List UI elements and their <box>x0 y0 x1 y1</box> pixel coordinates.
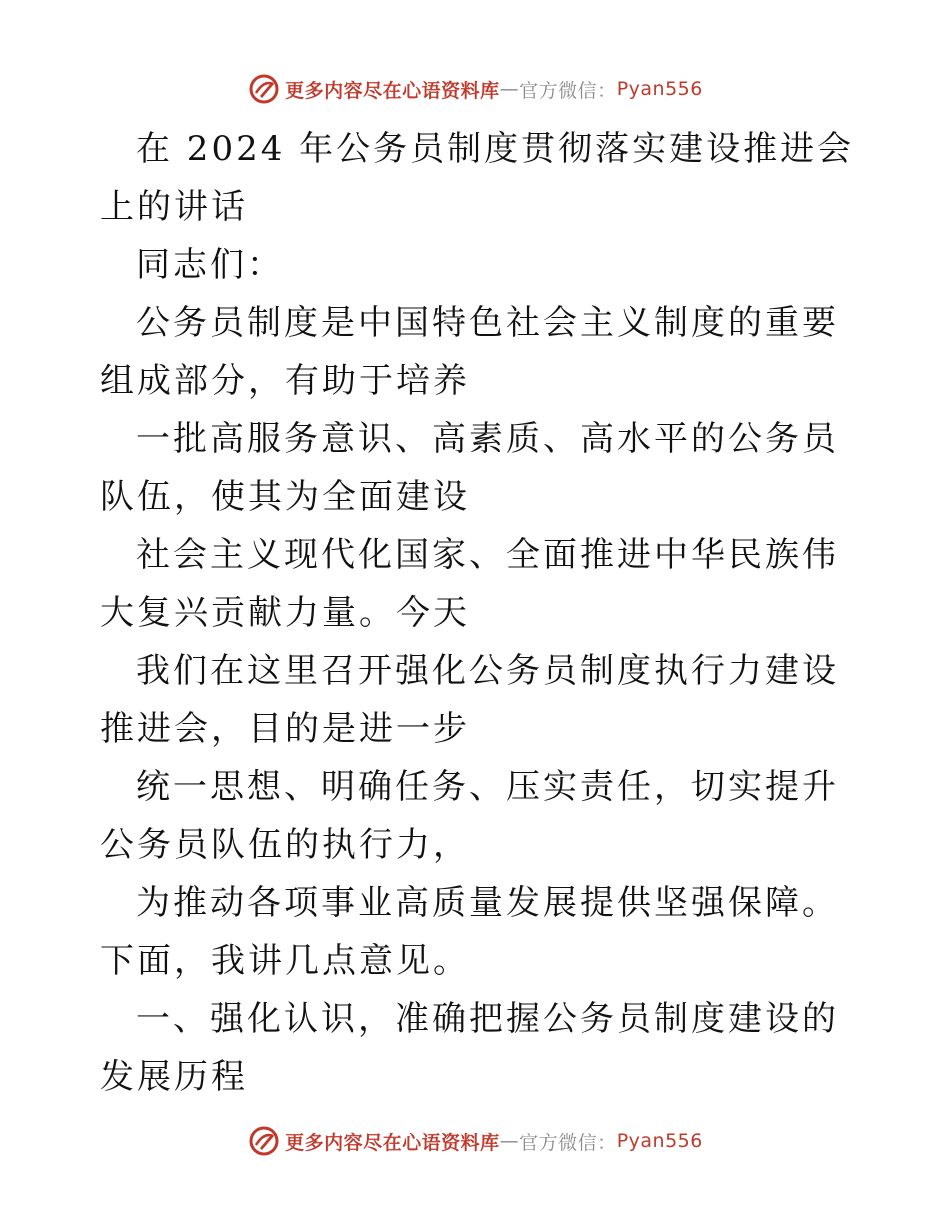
watermark-separator: — <box>499 78 520 100</box>
watermark-wechat-id: Pyan556 <box>616 1130 703 1152</box>
pen-swirl-logo-icon <box>247 1124 281 1158</box>
section-heading: 一、强化认识，准确把握公务员制度建设的发展历程 <box>100 999 839 1097</box>
watermark-main-text: 更多内容尽在心语资料库 <box>285 79 500 102</box>
paragraph: 社会主义现代化国家、全面推进中华民族伟大复兴贡献力量。今天 <box>100 535 839 633</box>
paragraph: 同志们： <box>136 245 284 285</box>
watermark-separator: — <box>499 1130 520 1152</box>
header-watermark <box>0 72 950 106</box>
paragraph: 我们在这里召开强化公务员制度执行力建设推进会，目的是进一步 <box>100 651 839 749</box>
watermark-wechat-label: 官方微信： <box>519 79 617 102</box>
watermark-main-text: 更多内容尽在心语资料库 <box>285 1131 500 1154</box>
document-body <box>100 120 860 1106</box>
watermark-wechat-label: 官方微信： <box>519 1131 617 1154</box>
watermark-wechat-id: Pyan556 <box>616 78 703 100</box>
paragraph: 一批高服务意识、高素质、高水平的公务员队伍，使其为全面建设 <box>100 419 839 517</box>
paragraph: 为推动各项事业高质量发展提供坚强保障。下面，我讲几点意见。 <box>100 883 839 981</box>
paragraph: 公务员制度是中国特色社会主义制度的重要组成部分，有助于培养 <box>100 303 839 401</box>
pen-swirl-logo-icon <box>247 72 281 106</box>
paragraph: 统一思想、明确任务、压实责任，切实提升公务员队伍的执行力， <box>100 767 839 865</box>
document-title: 在 2024 年公务员制度贯彻落实建设推进会上的讲话 <box>100 129 855 227</box>
footer-watermark <box>0 1124 950 1158</box>
